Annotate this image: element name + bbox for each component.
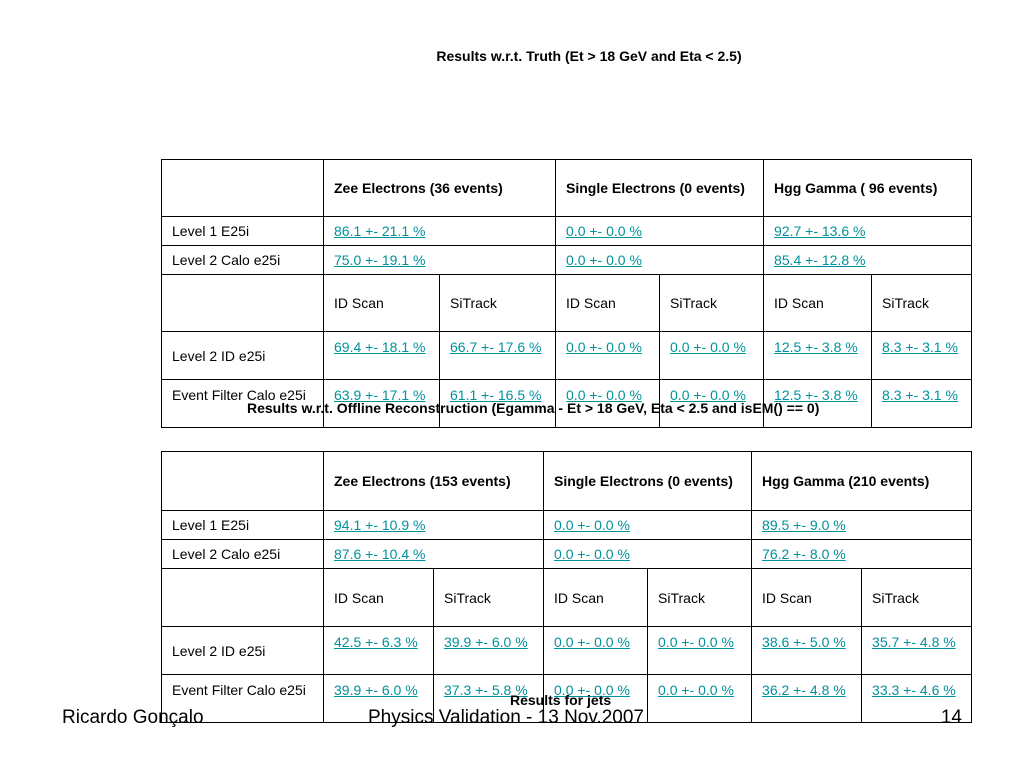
value-link[interactable]: 0.0 +- 0.0 % — [566, 223, 642, 239]
value-link[interactable]: 38.6 +- 5.0 % — [762, 634, 846, 650]
truth-results-table — [161, 159, 972, 428]
table-row — [162, 511, 972, 540]
column-header-hgg: Hgg Gamma ( 96 events) — [764, 160, 972, 217]
column-header-hgg: Hgg Gamma (210 events) — [752, 452, 972, 511]
value-link[interactable]: 0.0 +- 0.0 % — [554, 546, 630, 562]
subheader-sitrack: SiTrack — [648, 569, 752, 627]
value-link[interactable]: 0.0 +- 0.0 % — [566, 387, 642, 403]
row-label-level2-id: Level 2 ID e25i — [162, 627, 324, 675]
row-label-level1: Level 1 E25i — [162, 511, 324, 540]
row-label-level2-id: Level 2 ID e25i — [162, 332, 324, 380]
subheader-id-scan: ID Scan — [544, 569, 648, 627]
subheader-id-scan: ID Scan — [752, 569, 862, 627]
subheader-sitrack: SiTrack — [872, 275, 972, 332]
value-link[interactable]: 0.0 +- 0.0 % — [670, 387, 746, 403]
footer-event: Physics Validation - 13 Nov.2007 — [368, 707, 645, 728]
value-link[interactable]: 36.2 +- 4.8 % — [762, 682, 846, 698]
value-link[interactable]: 85.4 +- 12.8 % — [774, 252, 866, 268]
subheader-row — [162, 275, 972, 332]
value-link[interactable]: 92.7 +- 13.6 % — [774, 223, 866, 239]
empty-cell — [162, 275, 324, 332]
table-row — [162, 217, 972, 246]
value-link[interactable]: 37.3 +- 5.8 % — [444, 682, 528, 698]
value-link[interactable]: 12.5 +- 3.8 % — [774, 339, 858, 355]
empty-cell — [162, 569, 324, 627]
table-header-row — [162, 452, 972, 511]
row-label-event-filter: Event Filter Calo e25i — [162, 675, 324, 723]
value-link[interactable]: 42.5 +- 6.3 % — [334, 634, 418, 650]
subheader-sitrack: SiTrack — [440, 275, 556, 332]
value-link[interactable]: 61.1 +- 16.5 % — [450, 387, 542, 403]
subheader-sitrack: SiTrack — [660, 275, 764, 332]
value-link[interactable]: 12.5 +- 3.8 % — [774, 387, 858, 403]
subheader-sitrack: SiTrack — [862, 569, 972, 627]
subheader-id-scan: ID Scan — [324, 569, 434, 627]
table-row — [162, 332, 972, 380]
value-link[interactable]: 8.3 +- 3.1 % — [882, 339, 958, 355]
value-link[interactable]: 94.1 +- 10.9 % — [334, 517, 426, 533]
column-header-single-electrons: Single Electrons (0 events) — [544, 452, 752, 511]
subheader-sitrack: SiTrack — [434, 569, 544, 627]
offline-results-title: Results w.r.t. Offline Reconstruction (Egamma - Et > 18 GeV, Eta < 2.5 and isEM() == 0) — [247, 400, 820, 416]
value-link[interactable]: 0.0 +- 0.0 % — [566, 252, 642, 268]
value-link[interactable]: 35.7 +- 4.8 % — [872, 634, 956, 650]
subheader-id-scan: ID Scan — [764, 275, 872, 332]
value-link[interactable]: 75.0 +- 19.1 % — [334, 252, 426, 268]
value-link[interactable]: 86.1 +- 21.1 % — [334, 223, 426, 239]
value-link[interactable]: 0.0 +- 0.0 % — [658, 634, 734, 650]
column-header-single-electrons: Single Electrons (0 events) — [556, 160, 764, 217]
table-row — [162, 540, 972, 569]
footer-author: Ricardo Gonçalo — [62, 707, 204, 728]
value-link[interactable]: 87.6 +- 10.4 % — [334, 546, 426, 562]
offline-results-table — [161, 451, 972, 723]
subheader-id-scan: ID Scan — [324, 275, 440, 332]
row-label-level2-calo: Level 2 Calo e25i — [162, 246, 324, 275]
row-label-event-filter: Event Filter Calo e25i — [162, 380, 324, 428]
column-header-zee: Zee Electrons (36 events) — [324, 160, 556, 217]
value-link[interactable]: 0.0 +- 0.0 % — [670, 339, 746, 355]
value-link[interactable]: 69.4 +- 18.1 % — [334, 339, 426, 355]
value-link[interactable]: 0.0 +- 0.0 % — [554, 517, 630, 533]
empty-corner-cell — [162, 160, 324, 217]
value-link[interactable]: 76.2 +- 8.0 % — [762, 546, 846, 562]
value-link[interactable]: 39.9 +- 6.0 % — [334, 682, 418, 698]
value-link[interactable]: 66.7 +- 17.6 % — [450, 339, 542, 355]
table-row — [162, 627, 972, 675]
subheader-id-scan: ID Scan — [556, 275, 660, 332]
value-link[interactable]: 33.3 +- 4.6 % — [872, 682, 956, 698]
value-link[interactable]: 39.9 +- 6.0 % — [444, 634, 528, 650]
value-link[interactable]: 0.0 +- 0.0 % — [554, 634, 630, 650]
empty-corner-cell — [162, 452, 324, 511]
column-header-zee: Zee Electrons (153 events) — [324, 452, 544, 511]
table-row — [162, 246, 972, 275]
value-link[interactable]: 63.9 +- 17.1 % — [334, 387, 426, 403]
slide-number: 14 — [940, 707, 962, 728]
value-link[interactable]: 0.0 +- 0.0 % — [566, 339, 642, 355]
truth-results-title: Results w.r.t. Truth (Et > 18 GeV and Eta < 2.5) — [436, 48, 742, 64]
jets-results-title: Results for jets — [510, 692, 612, 708]
value-link[interactable]: 8.3 +- 3.1 % — [882, 387, 958, 403]
table-header-row — [162, 160, 972, 217]
row-label-level1: Level 1 E25i — [162, 217, 324, 246]
row-label-level2-calo: Level 2 Calo e25i — [162, 540, 324, 569]
subheader-row — [162, 569, 972, 627]
value-link[interactable]: 0.0 +- 0.0 % — [554, 682, 630, 698]
value-link[interactable]: 89.5 +- 9.0 % — [762, 517, 846, 533]
value-link[interactable]: 0.0 +- 0.0 % — [658, 682, 734, 698]
